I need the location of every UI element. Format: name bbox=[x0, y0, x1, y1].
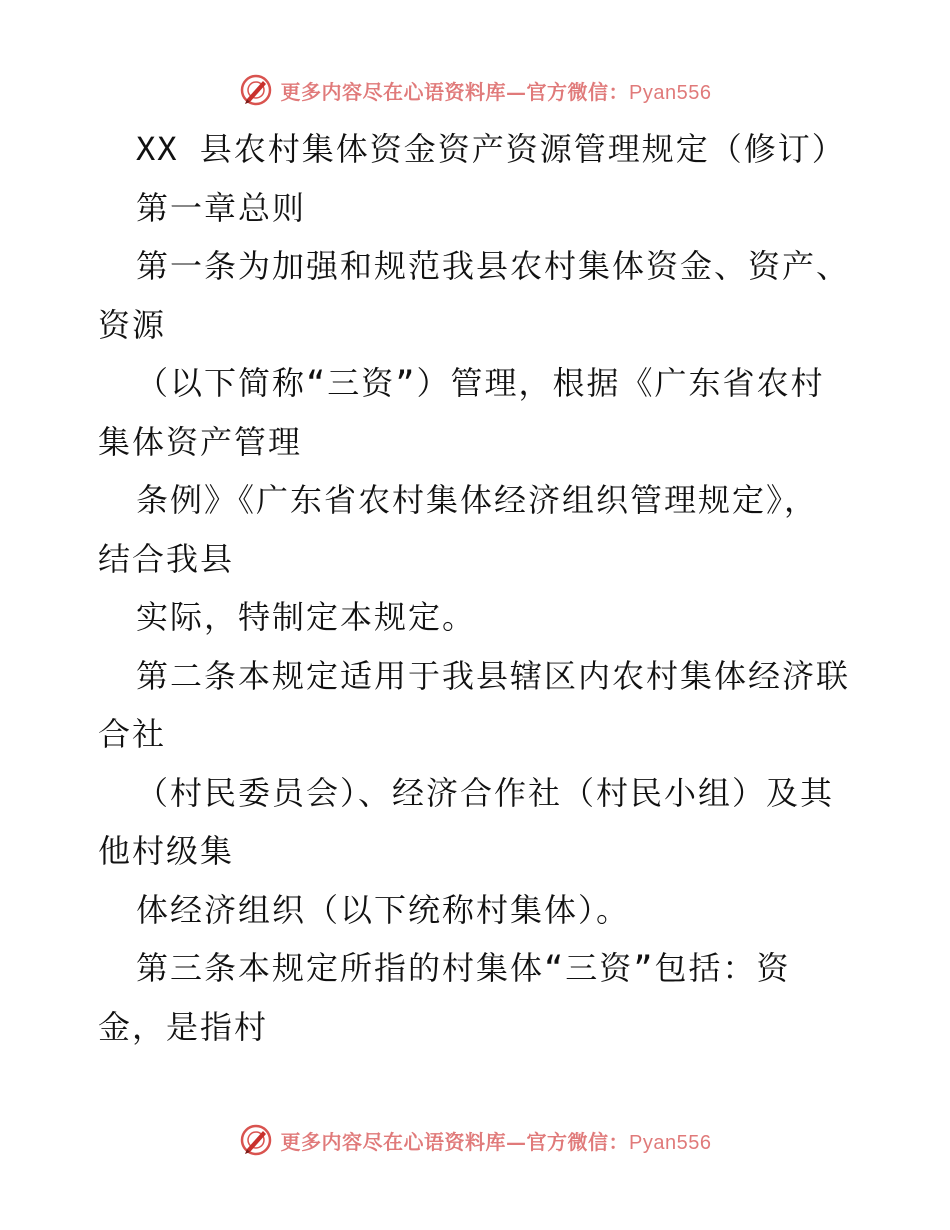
text-line: 他村级集 bbox=[98, 832, 235, 870]
text-line: 金，是指村 bbox=[98, 1007, 269, 1046]
text-line: 体经济组织（以下统称村集体）。 bbox=[136, 890, 631, 929]
text-line: 第一章总则 bbox=[136, 188, 307, 227]
watermark-header bbox=[0, 70, 950, 110]
pen-logo-icon bbox=[239, 1123, 273, 1157]
text-line: 条例》《广东省农村集体经济组织管理规定》， bbox=[136, 481, 819, 519]
text-line: 结合我县 bbox=[98, 539, 235, 578]
text-line: 第一条为加强和规范我县农村集体资金、资产、 bbox=[136, 247, 851, 285]
text-line: 第三条本规定所指的村集体“三资”包括：资 bbox=[136, 949, 791, 987]
text-line: 合社 bbox=[98, 715, 167, 753]
text-line: 资源 bbox=[98, 305, 167, 344]
text-line: （村民委员会）、经济合作社（村民小组）及其 bbox=[136, 773, 835, 812]
watermark-footer bbox=[0, 1120, 950, 1160]
watermark-text: 更多内容尽在心语资料库—官方微信：Pyan556 bbox=[280, 1129, 712, 1154]
text-line: 集体资产管理 bbox=[98, 422, 303, 461]
watermark-text: 更多内容尽在心语资料库—官方微信：Pyan556 bbox=[280, 79, 712, 104]
text-line: （以下简称“三资”）管理，根据《广东省农村 bbox=[136, 364, 825, 402]
text-line: 实际，特制定本规定。 bbox=[136, 598, 477, 636]
text-line: 第二条本规定适用于我县辖区内农村集体经济联 bbox=[136, 656, 851, 695]
document-body bbox=[98, 120, 868, 1056]
pen-logo-icon bbox=[239, 73, 273, 107]
text-line: XX 县农村集体资金资产资源管理规定（修订） bbox=[136, 130, 846, 168]
